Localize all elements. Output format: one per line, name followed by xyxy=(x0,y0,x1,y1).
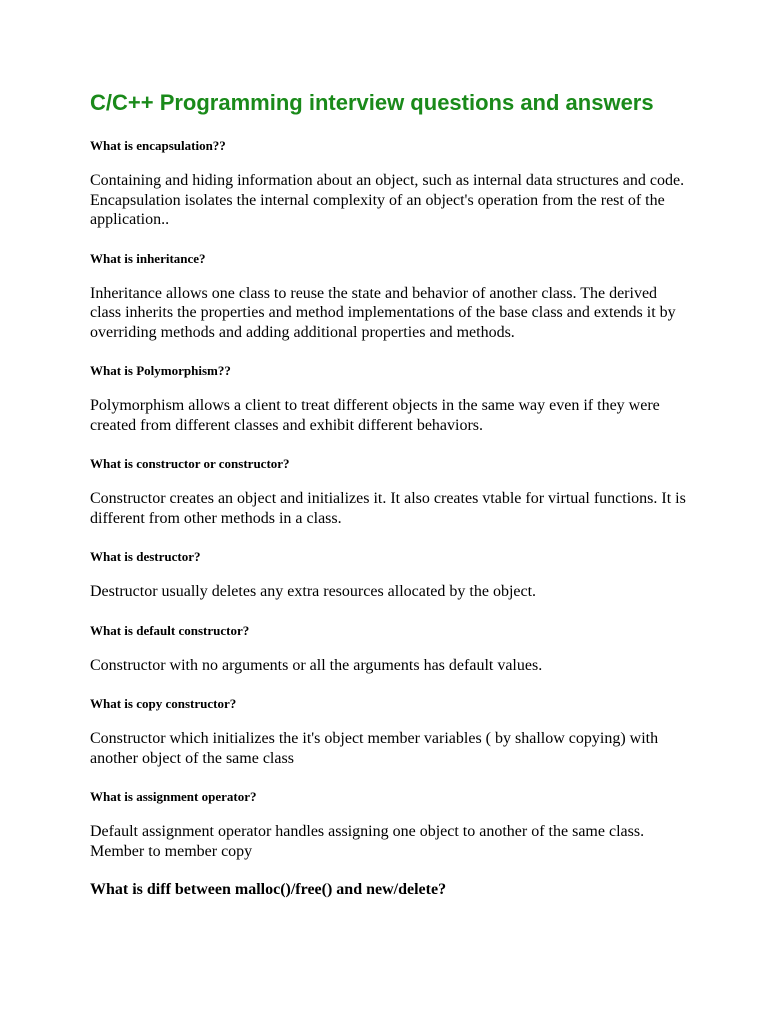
qa-item-default-constructor xyxy=(90,623,690,676)
page-title: C/C++ Programming interview questions and answers xyxy=(90,90,654,115)
answer-text: Containing and hiding information about an object, such as internal data structures and code. Encapsulation isolates the internal complexity of an object's operation from the rest of the application.. xyxy=(90,172,685,228)
qa-item-encapsulation xyxy=(90,138,690,230)
question-heading: What is constructor or constructor? xyxy=(90,456,290,471)
answer-text: Constructor creates an object and initializes it. It also creates vtable for virtual functions. It is different from other methods in a class. xyxy=(90,490,686,527)
qa-item-assignment-operator xyxy=(90,789,690,861)
question-heading: What is encapsulation?? xyxy=(90,138,226,153)
qa-item-polymorphism xyxy=(90,363,690,435)
answer-text: Destructor usually deletes any extra resources allocated by the object. xyxy=(90,583,537,600)
qa-item-copy-constructor xyxy=(90,696,690,768)
answer-text: Default assignment operator handles assigning one object to another of the same class. Member to member copy xyxy=(90,823,645,860)
qa-item-constructor xyxy=(90,456,690,528)
answer-text: Constructor which initializes the it's object member variables ( by shallow copying) with another object of the same class xyxy=(90,730,659,767)
question-heading: What is assignment operator? xyxy=(90,789,257,804)
answer-text: Inheritance allows one class to reuse the state and behavior of another class. The derived class inherits the properties and method implementations of the base class and extends it by overriding methods and adding additional properties and methods. xyxy=(90,284,676,341)
answer-text: Constructor with no arguments or all the arguments has default values. xyxy=(90,656,543,674)
document-page xyxy=(90,88,690,915)
answer-text: Polymorphism allows a client to treat different objects in the same way even if they were created from different classes and exhibit different behaviors. xyxy=(90,397,660,434)
qa-item-destructor xyxy=(90,549,690,602)
final-question-heading: What is diff between malloc()/free() and new/delete? xyxy=(90,881,447,898)
question-heading: What is default constructor? xyxy=(90,622,250,638)
qa-item-inheritance xyxy=(90,251,690,343)
question-heading: What is copy constructor? xyxy=(90,696,237,711)
question-heading: What is inheritance? xyxy=(90,250,206,266)
question-heading: What is Polymorphism?? xyxy=(90,363,231,378)
question-heading: What is destructor? xyxy=(90,549,201,564)
